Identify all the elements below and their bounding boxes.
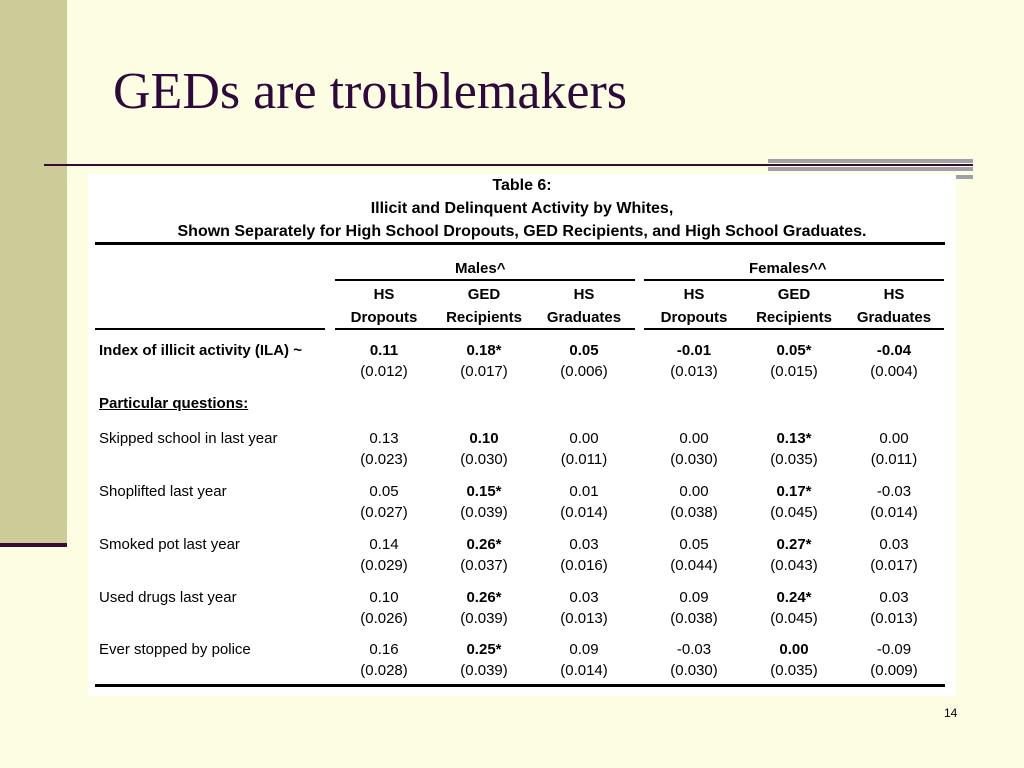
estimate-cell: 0.03 — [879, 589, 909, 606]
estimate-cell: 0.00 — [679, 430, 709, 447]
estimate-cell: 0.00 — [679, 483, 709, 500]
standard-error-cell: (0.038) — [670, 610, 718, 627]
standard-error-cell: (0.028) — [360, 662, 408, 679]
estimate-cell: -0.04 — [876, 342, 912, 359]
estimate-cell: -0.03 — [876, 483, 912, 500]
column-header-2-line-2: Recipients — [446, 309, 522, 326]
column-header-4-line-2: Dropouts — [660, 309, 728, 326]
column-header-2-line-1: GED — [467, 286, 501, 303]
column-header-3-line-2: Graduates — [546, 309, 622, 326]
standard-error-cell: (0.045) — [770, 504, 818, 521]
estimate-cell: -0.03 — [676, 641, 712, 658]
column-header-6-line-1: HS — [883, 286, 905, 303]
estimate-cell: -0.09 — [876, 641, 912, 658]
estimate-cell: 0.05 — [569, 342, 599, 359]
standard-error-cell: (0.027) — [360, 504, 408, 521]
estimate-cell: 0.15* — [466, 483, 502, 500]
estimate-cell: 0.01 — [569, 483, 599, 500]
estimate-cell: 0.24* — [776, 589, 812, 606]
estimate-cell: 0.05* — [776, 342, 812, 359]
table-top-rule — [95, 242, 945, 245]
estimate-cell: 0.09 — [679, 589, 709, 606]
standard-error-cell: (0.017) — [460, 363, 508, 380]
standard-error-cell: (0.030) — [670, 662, 718, 679]
standard-error-cell: (0.014) — [560, 504, 608, 521]
standard-error-cell: (0.011) — [870, 451, 918, 468]
standard-error-cell: (0.015) — [770, 363, 818, 380]
column-header-5-line-1: GED — [777, 286, 811, 303]
estimate-cell: 0.10 — [369, 589, 399, 606]
standard-error-cell: (0.013) — [870, 610, 918, 627]
standard-error-cell: (0.016) — [560, 557, 608, 574]
standard-error-cell: (0.037) — [460, 557, 508, 574]
standard-error-cell: (0.013) — [560, 610, 608, 627]
standard-error-cell: (0.014) — [870, 504, 918, 521]
estimate-cell: 0.03 — [569, 589, 599, 606]
table-image — [88, 174, 956, 696]
standard-error-cell: (0.017) — [870, 557, 918, 574]
standard-error-cell: (0.006) — [560, 363, 608, 380]
estimate-cell: 0.05 — [369, 483, 399, 500]
estimate-cell: 0.03 — [569, 536, 599, 553]
table-bottom-rule — [95, 684, 945, 687]
section-label: Particular questions: — [99, 395, 249, 412]
column-header-3-line-1: HS — [573, 286, 595, 303]
standard-error-cell: (0.023) — [360, 451, 408, 468]
estimate-cell: 0.05 — [679, 536, 709, 553]
standard-error-cell: (0.014) — [560, 662, 608, 679]
estimate-cell: 0.13 — [369, 430, 399, 447]
estimate-cell: 0.00 — [569, 430, 599, 447]
estimate-cell: 0.16 — [369, 641, 399, 658]
estimate-cell: 0.11 — [369, 342, 399, 359]
estimate-cell: 0.00 — [879, 430, 909, 447]
row-label: Skipped school in last year — [99, 430, 278, 447]
estimate-cell: 0.10 — [469, 430, 499, 447]
standard-error-cell: (0.004) — [870, 363, 918, 380]
table-caption-subtitle: Shown Separately for High School Dropouts, GED Recipients, and High School Graduates. — [177, 223, 867, 240]
side-accent-line — [0, 543, 67, 547]
column-header-5-line-2: Recipients — [756, 309, 832, 326]
standard-error-cell: (0.039) — [460, 504, 508, 521]
table-caption-title: Illicit and Delinquent Activity by Whites, — [370, 200, 674, 217]
standard-error-cell: (0.039) — [460, 662, 508, 679]
group-header-males: Males^ — [455, 260, 506, 277]
estimate-cell: 0.18* — [466, 342, 502, 359]
estimate-cell: 0.09 — [569, 641, 599, 658]
header-rule-females — [644, 328, 944, 330]
header-rule-males — [335, 328, 635, 330]
estimate-cell: 0.13* — [776, 430, 812, 447]
standard-error-cell: (0.030) — [460, 451, 508, 468]
column-header-6-line-2: Graduates — [856, 309, 932, 326]
table-caption-number: Table 6: — [492, 177, 552, 194]
estimate-cell: 0.26* — [466, 589, 502, 606]
standard-error-cell: (0.043) — [770, 557, 818, 574]
estimate-cell: 0.27* — [776, 536, 812, 553]
row-label: Smoked pot last year — [99, 536, 240, 553]
males-underline — [335, 279, 635, 281]
standard-error-cell: (0.045) — [770, 610, 818, 627]
standard-error-cell: (0.035) — [770, 451, 818, 468]
header-rule-left — [95, 328, 325, 330]
slide-title: GEDs are troublemakers — [113, 63, 628, 120]
side-accent-bar — [0, 0, 67, 545]
standard-error-cell: (0.012) — [360, 363, 408, 380]
standard-error-cell: (0.009) — [870, 662, 918, 679]
standard-error-cell: (0.038) — [670, 504, 718, 521]
standard-error-cell: (0.013) — [670, 363, 718, 380]
column-header-1-line-2: Dropouts — [350, 309, 418, 326]
row-label: Shoplifted last year — [99, 483, 227, 500]
standard-error-cell: (0.026) — [360, 610, 408, 627]
column-header-4-line-1: HS — [683, 286, 705, 303]
standard-error-cell: (0.030) — [670, 451, 718, 468]
row-label: Index of illicit activity (ILA) ~ — [99, 342, 302, 359]
estimate-cell: -0.01 — [676, 342, 712, 359]
standard-error-cell: (0.011) — [560, 451, 608, 468]
estimate-cell: 0.14 — [369, 536, 399, 553]
standard-error-cell: (0.044) — [670, 557, 718, 574]
standard-error-cell: (0.029) — [360, 557, 408, 574]
group-header-females: Females^^ — [749, 260, 827, 277]
row-label: Used drugs last year — [99, 589, 237, 606]
females-underline — [644, 279, 944, 281]
estimate-cell: 0.25* — [466, 641, 502, 658]
standard-error-cell: (0.035) — [770, 662, 818, 679]
column-header-1-line-1: HS — [373, 286, 395, 303]
row-label: Ever stopped by police — [99, 641, 251, 658]
estimate-cell: 0.00 — [779, 641, 809, 658]
page-number: 14 — [944, 706, 958, 720]
estimate-cell: 0.03 — [879, 536, 909, 553]
estimate-cell: 0.26* — [466, 536, 502, 553]
estimate-cell: 0.17* — [776, 483, 812, 500]
standard-error-cell: (0.039) — [460, 610, 508, 627]
